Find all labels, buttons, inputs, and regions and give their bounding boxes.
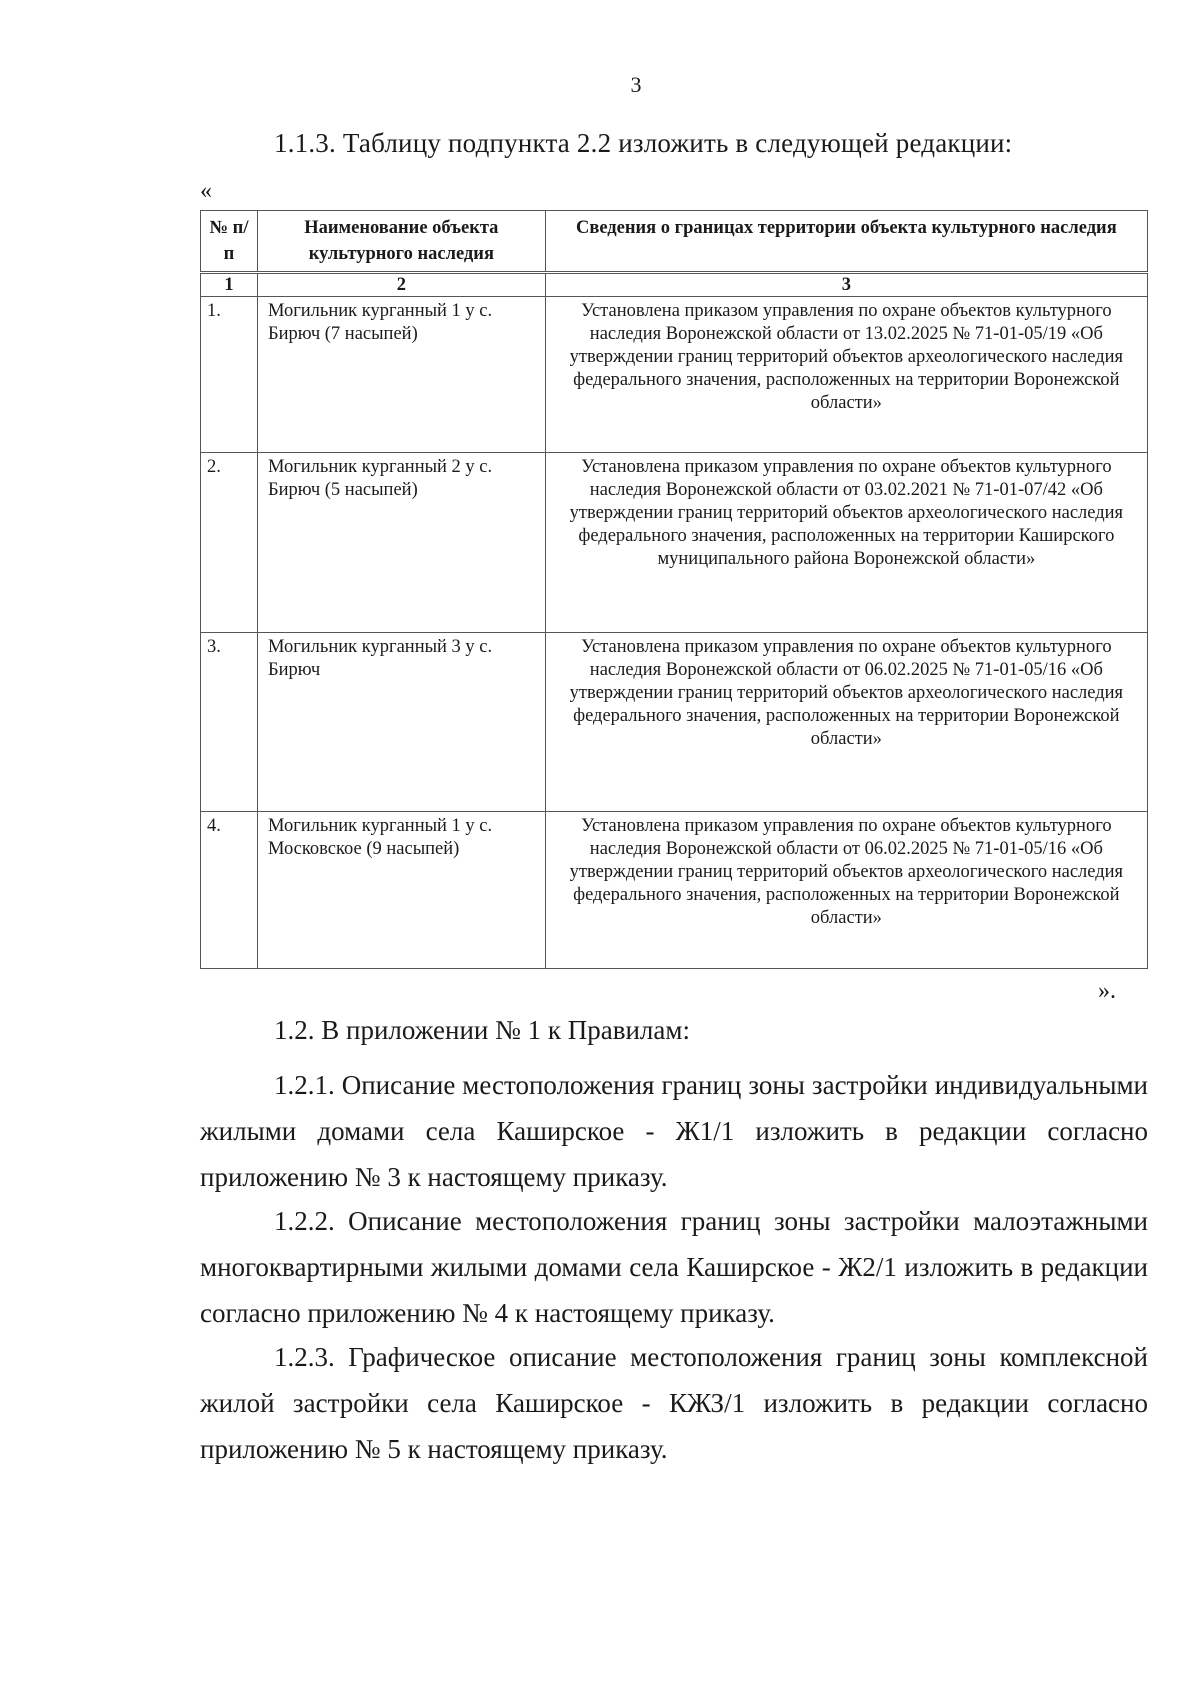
boundary-info: Установлена приказом управления по охране объектов культурного наследия Воронежской области от 03.02.2021 № 71-01-07/42 «Об утверждении границ территорий объектов археологического наследия федерального значения, расположенных на территории Каширского муниципального района Воронежской области»	[545, 453, 1147, 633]
object-name: Могильник курганный 1 у с. Московское (9 насыпей)	[257, 812, 545, 969]
page-number: 3	[630, 72, 642, 97]
paragraph-1-2-3: 1.2.3. Графическое описание местоположения границ зоны комплексной жилой застройки села Каширское - КЖЗ/1 изложить в редакции согласно приложению № 5 к настоящему приказу.	[200, 1342, 1148, 1464]
object-name: Могильник курганный 1 у с. Бирюч (7 насыпей)	[257, 297, 545, 453]
paragraph-1-2-1: 1.2.1. Описание местоположения границ зоны застройки индивидуальными жилыми домами села Каширское - Ж1/1 изложить в редакции согласно приложению № 3 к настоящему приказу.	[200, 1070, 1148, 1192]
table-row	[201, 453, 1148, 633]
paragraph-1-2-2: 1.2.2. Описание местоположения границ зоны застройки малоэтажными многоквартирными жилыми домами села Каширское - Ж2/1 изложить в редакции согласно приложению № 4 к настоящему приказу.	[200, 1206, 1148, 1328]
object-name: Могильник курганный 2 у с. Бирюч (5 насыпей)	[257, 453, 545, 633]
column-number: 3	[545, 273, 1147, 297]
section-heading-1-2: 1.2. В приложении № 1 к Правилам:	[274, 1015, 690, 1045]
object-name: Могильник курганный 3 у с. Бирюч	[257, 633, 545, 812]
row-number: 1.	[201, 297, 258, 453]
header-boundary-info: Сведения о границах территории объекта культурного наследия	[545, 211, 1147, 273]
column-number: 2	[257, 273, 545, 297]
row-number: 4.	[201, 812, 258, 969]
table-row	[201, 297, 1148, 453]
boundary-info: Установлена приказом управления по охране объектов культурного наследия Воронежской области от 06.02.2025 № 71-01-05/16 «Об утверждении границ территорий объектов археологического наследия федерального значения, расположенных на территории Воронежской области»	[545, 633, 1147, 812]
boundary-info: Установлена приказом управления по охране объектов культурного наследия Воронежской области от 06.02.2025 № 71-01-05/16 «Об утверждении границ территорий объектов археологического наследия федерального значения, расположенных на территории Воронежской области»	[545, 812, 1147, 969]
close-quote: ».	[1098, 978, 1116, 1004]
row-number: 2.	[201, 453, 258, 633]
heritage-table	[200, 210, 1148, 969]
intro-paragraph: 1.1.3. Таблицу подпункта 2.2 изложить в следующей редакции:	[274, 128, 1013, 158]
row-number: 3.	[201, 633, 258, 812]
open-quote: «	[200, 178, 212, 204]
table-row	[201, 812, 1148, 969]
table-row	[201, 633, 1148, 812]
boundary-info: Установлена приказом управления по охране объектов культурного наследия Воронежской области от 13.02.2025 № 71-01-05/19 «Об утверждении границ территорий объектов археологического наследия федерального значения, расположенных на территории Воронежской области»	[545, 297, 1147, 453]
header-number: № п/п	[201, 211, 258, 273]
column-number: 1	[201, 273, 258, 297]
table-header-row	[201, 211, 1148, 273]
column-numbers-row	[201, 273, 1148, 297]
header-object-name: Наименование объекта культурного наследия	[257, 211, 545, 273]
